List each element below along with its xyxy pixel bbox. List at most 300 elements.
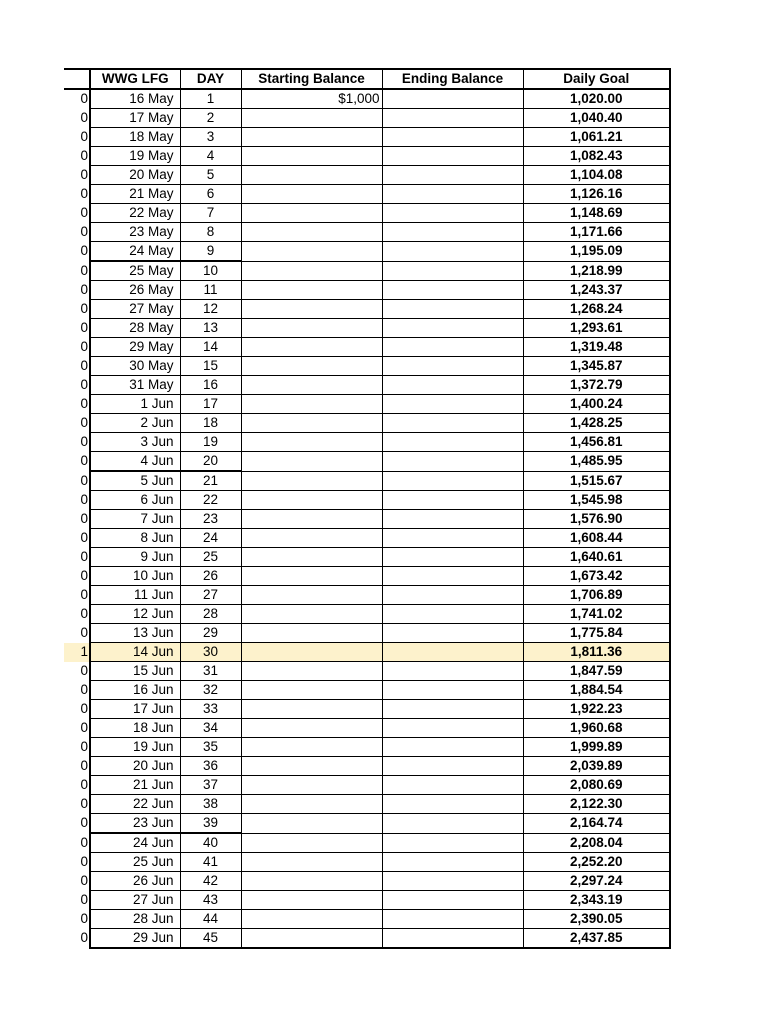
daily-goal-cell[interactable]: 1,268.24 — [523, 300, 670, 319]
starting-balance-cell[interactable] — [241, 605, 382, 624]
flag-cell[interactable]: 0 — [64, 814, 90, 834]
starting-balance-cell[interactable] — [241, 833, 382, 853]
ending-balance-cell[interactable] — [382, 681, 523, 700]
day-cell[interactable]: 44 — [180, 910, 241, 929]
starting-balance-cell[interactable] — [241, 109, 382, 128]
flag-cell[interactable]: 0 — [64, 357, 90, 376]
date-cell[interactable]: 27 May — [90, 300, 180, 319]
daily-goal-cell[interactable]: 2,390.05 — [523, 910, 670, 929]
ending-balance-cell[interactable] — [382, 529, 523, 548]
ending-balance-cell[interactable] — [382, 491, 523, 510]
date-cell[interactable]: 21 May — [90, 185, 180, 204]
table-row — [64, 853, 670, 872]
table-row — [64, 586, 670, 605]
daily-goal-cell[interactable]: 1,293.61 — [523, 319, 670, 338]
starting-balance-cell[interactable] — [241, 166, 382, 185]
flag-cell[interactable]: 0 — [64, 719, 90, 738]
ending-balance-cell[interactable] — [382, 586, 523, 605]
ending-balance-cell[interactable] — [382, 223, 523, 242]
daily-goal-cell[interactable]: 1,195.09 — [523, 242, 670, 262]
day-cell[interactable]: 23 — [180, 510, 241, 529]
ending-balance-cell[interactable] — [382, 185, 523, 204]
flag-cell[interactable]: 0 — [64, 281, 90, 300]
starting-balance-cell[interactable] — [241, 338, 382, 357]
starting-balance-cell[interactable] — [241, 700, 382, 719]
daily-goal-cell[interactable]: 1,576.90 — [523, 510, 670, 529]
starting-balance-cell[interactable] — [241, 586, 382, 605]
table-row — [64, 776, 670, 795]
day-cell[interactable]: 38 — [180, 795, 241, 814]
day-cell[interactable]: 10 — [180, 261, 241, 281]
flag-cell[interactable]: 0 — [64, 491, 90, 510]
date-cell[interactable]: 29 May — [90, 338, 180, 357]
day-cell[interactable]: 32 — [180, 681, 241, 700]
starting-balance-cell[interactable] — [241, 872, 382, 891]
ending-balance-cell[interactable] — [382, 204, 523, 223]
daily-goal-cell[interactable]: 2,437.85 — [523, 929, 670, 949]
day-cell[interactable]: 35 — [180, 738, 241, 757]
flag-cell[interactable]: 0 — [64, 833, 90, 853]
starting-balance-cell[interactable] — [241, 719, 382, 738]
flag-cell[interactable]: 0 — [64, 300, 90, 319]
table-row — [64, 757, 670, 776]
day-cell[interactable]: 20 — [180, 452, 241, 472]
daily-goal-cell[interactable]: 1,061.21 — [523, 128, 670, 147]
starting-balance-cell[interactable] — [241, 395, 382, 414]
starting-balance-cell[interactable] — [241, 185, 382, 204]
date-cell[interactable]: 21 Jun — [90, 776, 180, 795]
day-cell[interactable]: 16 — [180, 376, 241, 395]
day-cell[interactable]: 9 — [180, 242, 241, 262]
day-cell[interactable]: 40 — [180, 833, 241, 853]
date-cell[interactable]: 23 Jun — [90, 814, 180, 834]
date-cell[interactable]: 25 Jun — [90, 853, 180, 872]
ending-balance-cell[interactable] — [382, 147, 523, 166]
ending-balance-cell[interactable] — [382, 376, 523, 395]
flag-cell[interactable]: 0 — [64, 681, 90, 700]
date-cell[interactable]: 20 May — [90, 166, 180, 185]
starting-balance-cell[interactable] — [241, 376, 382, 395]
daily-goal-cell[interactable]: 1,104.08 — [523, 166, 670, 185]
flag-cell[interactable]: 0 — [64, 166, 90, 185]
date-cell[interactable]: 28 May — [90, 319, 180, 338]
daily-goal-cell[interactable]: 1,775.84 — [523, 624, 670, 643]
table-row — [64, 719, 670, 738]
flag-cell[interactable]: 0 — [64, 89, 90, 109]
ending-balance-cell[interactable] — [382, 281, 523, 300]
flag-cell[interactable]: 1 — [64, 643, 90, 662]
date-cell[interactable]: 3 Jun — [90, 433, 180, 452]
starting-balance-cell[interactable] — [241, 929, 382, 949]
day-cell[interactable]: 27 — [180, 586, 241, 605]
starting-balance-cell[interactable] — [241, 128, 382, 147]
ending-balance-cell[interactable] — [382, 738, 523, 757]
day-cell[interactable]: 34 — [180, 719, 241, 738]
table-row — [64, 643, 670, 662]
day-cell[interactable]: 15 — [180, 357, 241, 376]
daily-goal-cell[interactable]: 1,960.68 — [523, 719, 670, 738]
ending-balance-cell[interactable] — [382, 776, 523, 795]
ending-balance-cell[interactable] — [382, 853, 523, 872]
daily-goal-cell[interactable]: 1,428.25 — [523, 414, 670, 433]
date-cell[interactable]: 19 Jun — [90, 738, 180, 757]
flag-cell[interactable]: 0 — [64, 223, 90, 242]
table-row — [64, 395, 670, 414]
daily-goal-cell[interactable]: 1,456.81 — [523, 433, 670, 452]
starting-balance-cell[interactable] — [241, 567, 382, 586]
flag-cell[interactable]: 0 — [64, 414, 90, 433]
date-cell[interactable]: 17 Jun — [90, 700, 180, 719]
ending-balance-cell[interactable] — [382, 624, 523, 643]
date-cell[interactable]: 12 Jun — [90, 605, 180, 624]
flag-cell[interactable]: 0 — [64, 567, 90, 586]
starting-balance-cell[interactable] — [241, 261, 382, 281]
date-cell[interactable]: 31 May — [90, 376, 180, 395]
day-cell[interactable]: 18 — [180, 414, 241, 433]
day-cell[interactable]: 13 — [180, 319, 241, 338]
day-cell[interactable]: 1 — [180, 89, 241, 109]
daily-goal-cell[interactable]: 1,706.89 — [523, 586, 670, 605]
day-cell[interactable]: 11 — [180, 281, 241, 300]
table-row — [64, 223, 670, 242]
table-row — [64, 376, 670, 395]
header-flag[interactable] — [64, 69, 90, 89]
ending-balance-cell[interactable] — [382, 833, 523, 853]
header-date[interactable]: WWG LFG — [90, 69, 180, 89]
flag-cell[interactable]: 0 — [64, 738, 90, 757]
starting-balance-cell[interactable] — [241, 853, 382, 872]
date-cell[interactable]: 17 May — [90, 109, 180, 128]
starting-balance-cell[interactable] — [241, 814, 382, 834]
flag-cell[interactable]: 0 — [64, 128, 90, 147]
day-cell[interactable]: 14 — [180, 338, 241, 357]
date-cell[interactable]: 22 May — [90, 204, 180, 223]
day-cell[interactable]: 19 — [180, 433, 241, 452]
table-row — [64, 795, 670, 814]
header-ending-balance[interactable]: Ending Balance — [382, 69, 523, 89]
starting-balance-cell[interactable] — [241, 223, 382, 242]
daily-goal-cell[interactable]: 1,640.61 — [523, 548, 670, 567]
date-cell[interactable]: 24 Jun — [90, 833, 180, 853]
starting-balance-cell[interactable] — [241, 757, 382, 776]
flag-cell[interactable]: 0 — [64, 776, 90, 795]
starting-balance-cell[interactable] — [241, 510, 382, 529]
date-cell[interactable]: 13 Jun — [90, 624, 180, 643]
flag-cell[interactable]: 0 — [64, 605, 90, 624]
day-cell[interactable]: 45 — [180, 929, 241, 949]
starting-balance-cell[interactable] — [241, 147, 382, 166]
flag-cell[interactable]: 0 — [64, 376, 90, 395]
date-cell[interactable]: 10 Jun — [90, 567, 180, 586]
day-cell[interactable]: 28 — [180, 605, 241, 624]
flag-cell[interactable]: 0 — [64, 242, 90, 262]
day-cell[interactable]: 41 — [180, 853, 241, 872]
ending-balance-cell[interactable] — [382, 757, 523, 776]
ending-balance-cell[interactable] — [382, 300, 523, 319]
table-row — [64, 624, 670, 643]
starting-balance-cell[interactable] — [241, 643, 382, 662]
daily-goal-cell[interactable]: 1,126.16 — [523, 185, 670, 204]
daily-goal-cell[interactable]: 1,020.00 — [523, 89, 670, 109]
ending-balance-cell[interactable] — [382, 719, 523, 738]
date-cell[interactable]: 6 Jun — [90, 491, 180, 510]
date-cell[interactable]: 29 Jun — [90, 929, 180, 949]
daily-goal-cell[interactable]: 1,673.42 — [523, 567, 670, 586]
day-cell[interactable]: 37 — [180, 776, 241, 795]
ending-balance-cell[interactable] — [382, 795, 523, 814]
starting-balance-cell[interactable] — [241, 357, 382, 376]
day-cell[interactable]: 4 — [180, 147, 241, 166]
ending-balance-cell[interactable] — [382, 433, 523, 452]
ending-balance-cell[interactable] — [382, 395, 523, 414]
starting-balance-cell[interactable] — [241, 891, 382, 910]
date-cell[interactable]: 8 Jun — [90, 529, 180, 548]
day-cell[interactable]: 24 — [180, 529, 241, 548]
date-cell[interactable]: 19 May — [90, 147, 180, 166]
table-row — [64, 433, 670, 452]
daily-goal-cell[interactable]: 2,164.74 — [523, 814, 670, 834]
date-cell[interactable]: 30 May — [90, 357, 180, 376]
ending-balance-cell[interactable] — [382, 471, 523, 491]
daily-goal-cell[interactable]: 2,208.04 — [523, 833, 670, 853]
ending-balance-cell[interactable] — [382, 166, 523, 185]
starting-balance-cell[interactable] — [241, 242, 382, 262]
starting-balance-cell[interactable] — [241, 529, 382, 548]
table-row — [64, 204, 670, 223]
starting-balance-cell[interactable] — [241, 795, 382, 814]
ending-balance-cell[interactable] — [382, 872, 523, 891]
flag-cell[interactable]: 0 — [64, 185, 90, 204]
starting-balance-cell[interactable] — [241, 319, 382, 338]
daily-goal-cell[interactable]: 2,343.19 — [523, 891, 670, 910]
day-cell[interactable]: 17 — [180, 395, 241, 414]
date-cell[interactable]: 2 Jun — [90, 414, 180, 433]
day-cell[interactable]: 42 — [180, 872, 241, 891]
date-cell[interactable]: 20 Jun — [90, 757, 180, 776]
flag-cell[interactable]: 0 — [64, 338, 90, 357]
ending-balance-cell[interactable] — [382, 662, 523, 681]
daily-goal-cell[interactable]: 1,040.40 — [523, 109, 670, 128]
ending-balance-cell[interactable] — [382, 548, 523, 567]
day-cell[interactable]: 31 — [180, 662, 241, 681]
table-body — [64, 89, 670, 948]
flag-cell[interactable]: 0 — [64, 433, 90, 452]
daily-goal-cell[interactable]: 2,080.69 — [523, 776, 670, 795]
day-cell[interactable]: 29 — [180, 624, 241, 643]
ending-balance-cell[interactable] — [382, 605, 523, 624]
table-row — [64, 833, 670, 853]
flag-cell[interactable]: 0 — [64, 853, 90, 872]
flag-cell[interactable]: 0 — [64, 586, 90, 605]
flag-cell[interactable]: 0 — [64, 795, 90, 814]
day-cell[interactable]: 36 — [180, 757, 241, 776]
flag-cell[interactable]: 0 — [64, 872, 90, 891]
flag-cell[interactable]: 0 — [64, 510, 90, 529]
flag-cell[interactable]: 0 — [64, 891, 90, 910]
flag-cell[interactable]: 0 — [64, 471, 90, 491]
flag-cell[interactable]: 0 — [64, 147, 90, 166]
ending-balance-cell[interactable] — [382, 891, 523, 910]
date-cell[interactable]: 25 May — [90, 261, 180, 281]
starting-balance-cell[interactable] — [241, 281, 382, 300]
ending-balance-cell[interactable] — [382, 128, 523, 147]
date-cell[interactable]: 26 Jun — [90, 872, 180, 891]
ending-balance-cell[interactable] — [382, 567, 523, 586]
table-row — [64, 510, 670, 529]
date-cell[interactable]: 24 May — [90, 242, 180, 262]
header-day[interactable]: DAY — [180, 69, 241, 89]
ending-balance-cell[interactable] — [382, 89, 523, 109]
date-cell[interactable]: 11 Jun — [90, 586, 180, 605]
flag-cell[interactable]: 0 — [64, 261, 90, 281]
ending-balance-cell[interactable] — [382, 338, 523, 357]
day-cell[interactable]: 39 — [180, 814, 241, 834]
starting-balance-cell[interactable] — [241, 414, 382, 433]
starting-balance-cell[interactable] — [241, 204, 382, 223]
daily-goal-cell[interactable]: 2,122.30 — [523, 795, 670, 814]
ending-balance-cell[interactable] — [382, 510, 523, 529]
daily-goal-cell[interactable]: 1,515.67 — [523, 471, 670, 491]
daily-goal-cell[interactable]: 1,319.48 — [523, 338, 670, 357]
day-cell[interactable]: 12 — [180, 300, 241, 319]
flag-cell[interactable]: 0 — [64, 757, 90, 776]
header-daily-goal[interactable]: Daily Goal — [523, 69, 670, 89]
flag-cell[interactable]: 0 — [64, 910, 90, 929]
date-cell[interactable]: 22 Jun — [90, 795, 180, 814]
date-cell[interactable]: 1 Jun — [90, 395, 180, 414]
daily-goal-cell[interactable]: 1,884.54 — [523, 681, 670, 700]
ending-balance-cell[interactable] — [382, 700, 523, 719]
flag-cell[interactable]: 0 — [64, 109, 90, 128]
starting-balance-cell[interactable] — [241, 548, 382, 567]
daily-goal-cell[interactable]: 1,741.02 — [523, 605, 670, 624]
starting-balance-cell[interactable] — [241, 776, 382, 795]
flag-cell[interactable]: 0 — [64, 395, 90, 414]
date-cell[interactable]: 4 Jun — [90, 452, 180, 472]
day-cell[interactable]: 3 — [180, 128, 241, 147]
flag-cell[interactable]: 0 — [64, 624, 90, 643]
daily-goal-cell[interactable]: 1,545.98 — [523, 491, 670, 510]
flag-cell[interactable]: 0 — [64, 529, 90, 548]
header-starting-balance[interactable]: Starting Balance — [241, 69, 382, 89]
daily-goal-table — [64, 68, 671, 949]
ending-balance-cell[interactable] — [382, 261, 523, 281]
daily-goal-cell[interactable]: 2,297.24 — [523, 872, 670, 891]
daily-goal-cell[interactable]: 1,082.43 — [523, 147, 670, 166]
day-cell[interactable]: 25 — [180, 548, 241, 567]
table-row — [64, 929, 670, 949]
date-cell[interactable]: 18 Jun — [90, 719, 180, 738]
ending-balance-cell[interactable] — [382, 910, 523, 929]
date-cell[interactable]: 27 Jun — [90, 891, 180, 910]
day-cell[interactable]: 6 — [180, 185, 241, 204]
day-cell[interactable]: 30 — [180, 643, 241, 662]
daily-goal-cell[interactable]: 1,218.99 — [523, 261, 670, 281]
ending-balance-cell[interactable] — [382, 109, 523, 128]
daily-goal-cell[interactable]: 1,345.87 — [523, 357, 670, 376]
daily-goal-cell[interactable]: 1,400.24 — [523, 395, 670, 414]
daily-goal-cell[interactable]: 1,485.95 — [523, 452, 670, 472]
starting-balance-cell[interactable] — [241, 300, 382, 319]
daily-goal-cell[interactable]: 1,999.89 — [523, 738, 670, 757]
day-cell[interactable]: 26 — [180, 567, 241, 586]
starting-balance-cell[interactable] — [241, 471, 382, 491]
daily-goal-cell[interactable]: 1,171.66 — [523, 223, 670, 242]
date-cell[interactable]: 16 Jun — [90, 681, 180, 700]
table-row — [64, 662, 670, 681]
daily-goal-cell[interactable]: 1,372.79 — [523, 376, 670, 395]
starting-balance-cell[interactable] — [241, 491, 382, 510]
day-cell[interactable]: 21 — [180, 471, 241, 491]
daily-goal-cell[interactable]: 1,847.59 — [523, 662, 670, 681]
starting-balance-cell[interactable] — [241, 910, 382, 929]
day-cell[interactable]: 43 — [180, 891, 241, 910]
flag-cell[interactable]: 0 — [64, 204, 90, 223]
ending-balance-cell[interactable] — [382, 814, 523, 834]
table-row — [64, 471, 670, 491]
date-cell[interactable]: 18 May — [90, 128, 180, 147]
date-cell[interactable]: 28 Jun — [90, 910, 180, 929]
flag-cell[interactable]: 0 — [64, 452, 90, 472]
daily-goal-cell[interactable]: 1,148.69 — [523, 204, 670, 223]
flag-cell[interactable]: 0 — [64, 662, 90, 681]
day-cell[interactable]: 2 — [180, 109, 241, 128]
daily-goal-cell[interactable]: 2,252.20 — [523, 853, 670, 872]
table-row — [64, 910, 670, 929]
flag-cell[interactable]: 0 — [64, 700, 90, 719]
ending-balance-cell[interactable] — [382, 242, 523, 262]
table-row — [64, 529, 670, 548]
date-cell[interactable]: 5 Jun — [90, 471, 180, 491]
day-cell[interactable]: 5 — [180, 166, 241, 185]
date-cell[interactable]: 7 Jun — [90, 510, 180, 529]
flag-cell[interactable]: 0 — [64, 319, 90, 338]
daily-goal-cell[interactable]: 1,811.36 — [523, 643, 670, 662]
ending-balance-cell[interactable] — [382, 452, 523, 472]
starting-balance-cell[interactable] — [241, 433, 382, 452]
flag-cell[interactable]: 0 — [64, 548, 90, 567]
day-cell[interactable]: 33 — [180, 700, 241, 719]
date-cell[interactable]: 9 Jun — [90, 548, 180, 567]
flag-cell[interactable]: 0 — [64, 929, 90, 949]
date-cell[interactable]: 16 May — [90, 89, 180, 109]
daily-goal-cell[interactable]: 1,608.44 — [523, 529, 670, 548]
ending-balance-cell[interactable] — [382, 414, 523, 433]
table-row — [64, 491, 670, 510]
starting-balance-cell[interactable] — [241, 624, 382, 643]
starting-balance-cell[interactable] — [241, 662, 382, 681]
day-cell[interactable]: 7 — [180, 204, 241, 223]
ending-balance-cell[interactable] — [382, 929, 523, 949]
date-cell[interactable]: 14 Jun — [90, 643, 180, 662]
starting-balance-cell[interactable]: $1,000 — [241, 89, 382, 109]
daily-goal-cell[interactable]: 2,039.89 — [523, 757, 670, 776]
daily-goal-cell[interactable]: 1,922.23 — [523, 700, 670, 719]
ending-balance-cell[interactable] — [382, 357, 523, 376]
starting-balance-cell[interactable] — [241, 738, 382, 757]
date-cell[interactable]: 15 Jun — [90, 662, 180, 681]
ending-balance-cell[interactable] — [382, 643, 523, 662]
day-cell[interactable]: 22 — [180, 491, 241, 510]
starting-balance-cell[interactable] — [241, 452, 382, 472]
daily-goal-cell[interactable]: 1,243.37 — [523, 281, 670, 300]
day-cell[interactable]: 8 — [180, 223, 241, 242]
date-cell[interactable]: 23 May — [90, 223, 180, 242]
date-cell[interactable]: 26 May — [90, 281, 180, 300]
table-row — [64, 89, 670, 109]
starting-balance-cell[interactable] — [241, 681, 382, 700]
ending-balance-cell[interactable] — [382, 319, 523, 338]
